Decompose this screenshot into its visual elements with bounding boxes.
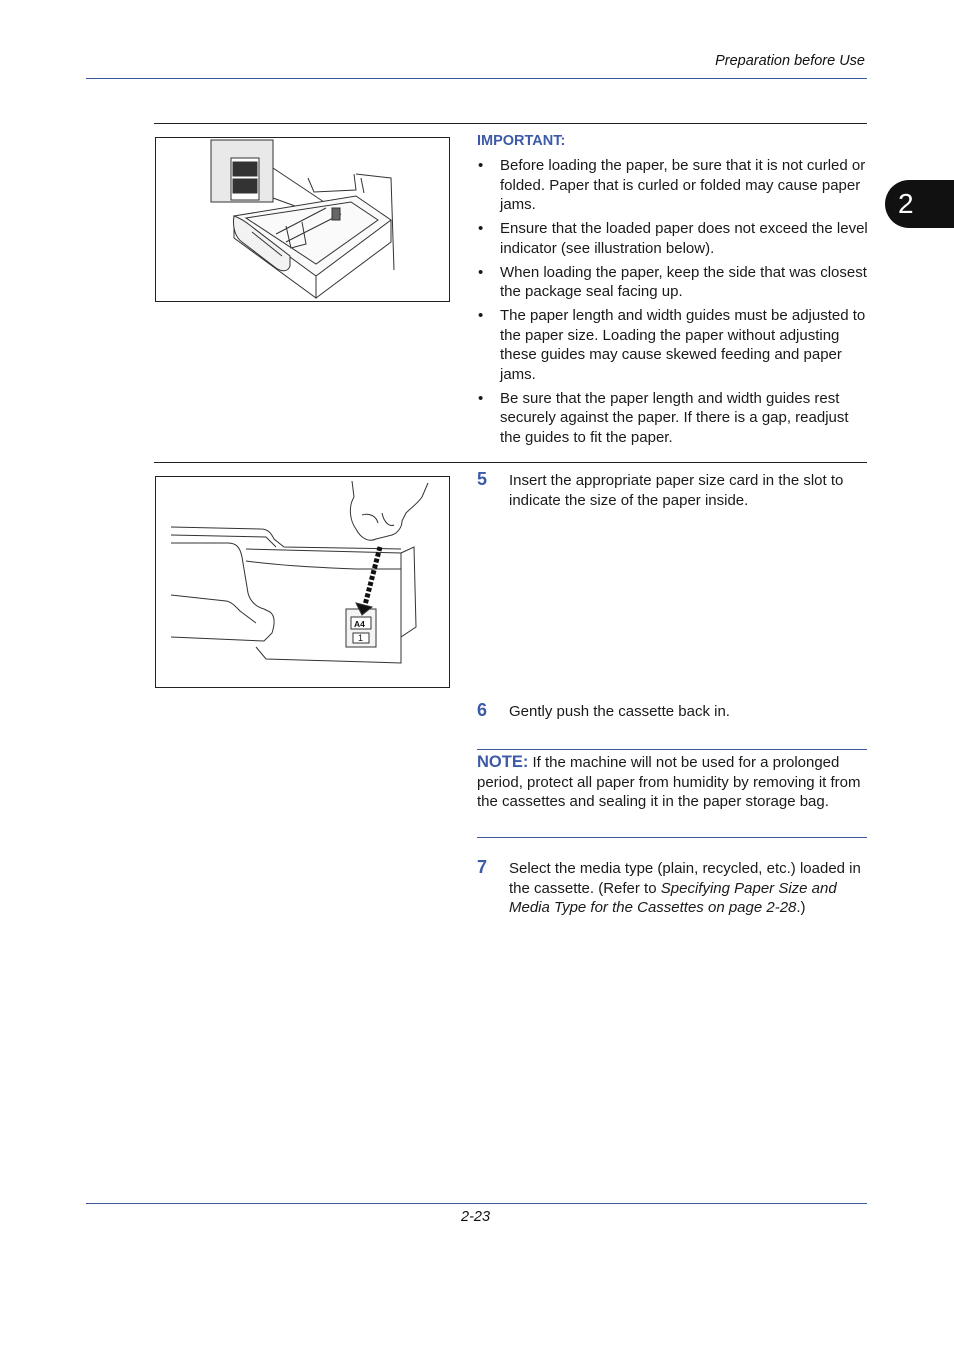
important-item: • Be sure that the paper length and width guides rest securely against the paper. If there is a gap, readjust the guides to fit the paper. <box>477 389 869 448</box>
step-7-crossref-link[interactable]: Specifying Paper Size and Media Type for the Cassettes on page 2-28 <box>509 879 837 916</box>
step-5-number: 5 <box>477 469 488 489</box>
size-card-label: A4 <box>354 619 365 629</box>
note-block <box>477 753 869 812</box>
step-7-text <box>509 859 869 918</box>
header-rule <box>86 78 867 79</box>
step-5-text: Insert the appropriate paper size card in the slot to indicate the size of the paper inside. <box>509 472 844 509</box>
size-card-insert-illustration <box>155 476 450 688</box>
note-text: If the machine will not be used for a prolonged period, protect all paper from humidity by removing it from the cassettes and sealing it in the paper storage bag. <box>477 754 861 810</box>
important-item: • Before loading the paper, be sure that it is not curled or folded. Paper that is curled or folded may cause paper jams. <box>477 156 869 215</box>
important-item: • The paper length and width guides must be adjusted to the paper size. Loading the paper without adjusting these guides may cause skewed feeding and paper jams. <box>477 306 869 384</box>
important-list-container <box>477 156 869 452</box>
chapter-tab-number: 2 <box>898 188 914 219</box>
size-card-drawing <box>156 477 448 686</box>
step-7-text-after: .) <box>796 899 806 916</box>
size-card-number: 1 <box>358 633 364 643</box>
step-6-number: 6 <box>477 700 488 720</box>
cassette-level-illustration <box>155 137 450 302</box>
step-6-text: Gently push the cassette back in. <box>509 703 730 720</box>
note-rule-bottom <box>477 837 867 838</box>
section-rule-middle <box>154 462 867 463</box>
step-7-text-before: Select the media type (plain, recycled, etc.) loaded in the cassette. (Refer to <box>509 860 861 897</box>
important-label: IMPORTANT: <box>477 133 566 149</box>
important-item: • When loading the paper, keep the side that was closest the package seal facing up. <box>477 263 869 302</box>
step-7-number: 7 <box>477 857 488 877</box>
section-rule-top <box>154 123 867 124</box>
important-item: • Ensure that the loaded paper does not exceed the level indicator (see illustration below). <box>477 219 869 258</box>
footer-rule <box>86 1203 867 1204</box>
cassette-level-drawing <box>156 138 448 300</box>
header-section-title: Preparation before Use <box>715 53 865 69</box>
page-number: 2-23 <box>461 1209 491 1225</box>
chapter-tab <box>885 180 954 228</box>
important-list <box>477 156 869 447</box>
note-label: NOTE: <box>477 753 529 771</box>
note-rule-top <box>477 749 867 750</box>
